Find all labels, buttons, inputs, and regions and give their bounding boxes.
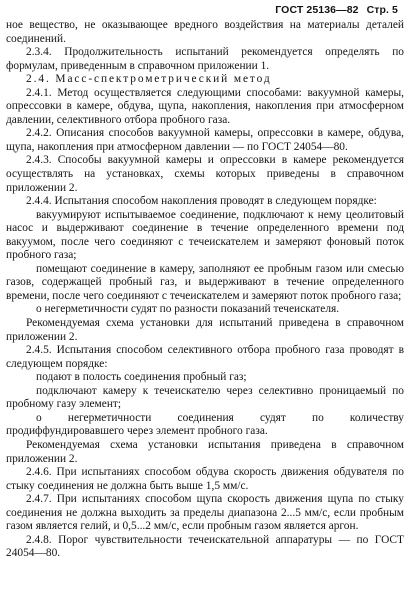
paragraph-2-4-8: 2.4.8. Порог чувствительности течеискательной аппаратуры — по ГОСТ 24054—80. xyxy=(6,533,404,560)
paragraph-2-4-4: 2.4.4. Испытания способом накопления проводят в следующем порядке: xyxy=(26,195,377,208)
standard-number: ГОСТ 25136—82 xyxy=(275,4,359,16)
document-body xyxy=(6,19,404,561)
section-heading-2-4 xyxy=(6,73,404,87)
page-number: Стр. 5 xyxy=(366,4,398,16)
list-item: о негерметичности соединения судят по количеству продиффундировавшего через элемент пробного газа. xyxy=(6,411,404,438)
list-item: подают в полость соединения пробный газ; xyxy=(36,371,247,384)
paragraph-2-4-5: 2.4.5. Испытания способом селективного отбора пробного газа проводят в следующем порядке: xyxy=(6,344,404,370)
paragraph-2-3-4: 2.3.4. Продолжительность испытаний рекомендуется определять по формулам, приведенным в справочном приложении 1. xyxy=(6,46,404,72)
paragraph-2-4-7: 2.4.7. При испытаниях способом щупа скорость движения щупа по стыку соединения не должна выходить за пределы диапазона 2...5 мм/с, если пробным газом является гелий, и 0,5...2 мм/с, если пробным газом является аргон. xyxy=(6,493,404,533)
list-item: о негерметичности судят по разности показаний течеискателя. xyxy=(36,303,340,316)
recommendation-paragraph: Рекомендуемая схема установки для испытаний приведена в справочном приложении 2. xyxy=(6,317,404,343)
paragraph-2-4-2: 2.4.2. Описания способов вакуумной камеры, опрессовки в камере, обдува, щупа, накопления при атмосферном давлении — по ГОСТ 24054—80. xyxy=(6,127,404,153)
paragraph-2-4-6: 2.4.6. При испытаниях способом обдува скорость движения обдувателя по стыку соединения не должна быть выше 1,5 мм/с. xyxy=(6,466,404,492)
recommendation-paragraph: Рекомендуемая схема установки испытания приведена в справочном приложении 2. xyxy=(6,438,404,465)
section-heading-text: 2.4. Масс-спектрометрический метод xyxy=(26,73,272,86)
list-item: вакуумируют испытываемое соединение, подключают к нему цеолитовый насос и выдерживают соединение в течение определенного времени под вакуумом, после чего соединяют с течеискателем и замеряют фоновый поток пробного газа; xyxy=(6,208,404,262)
list-item: подключают камеру к течеискателю через селективно проницаемый по пробному газу элемент; xyxy=(6,384,404,411)
page-header xyxy=(275,4,398,16)
paragraph-2-4-1: 2.4.1. Метод осуществляется следующими способами: вакуумной камеры, опрессовки в камере, обдува, щупа, накопления, накопления при атмосферном давлении, селективного отбора пробного газа. xyxy=(6,86,404,126)
paragraph-2-4-3: 2.4.3. Способы вакуумной камеры и опрессовки в камере рекомендуется осуществлять на установках, схемы которых приведены в справочном приложении 2. xyxy=(6,154,404,194)
paragraph-continuation: ное вещество, не оказывающее вредного воздействия на материалы деталей соединений. xyxy=(6,19,404,45)
list-item: помещают соединение в камеру, заполняют ее пробным газом или смесью газов, содержащей пробный газ, и выдерживают в течение определенного времени, после чего соединяют с течеискателем и замеряют поток пробного газа; xyxy=(6,262,404,302)
